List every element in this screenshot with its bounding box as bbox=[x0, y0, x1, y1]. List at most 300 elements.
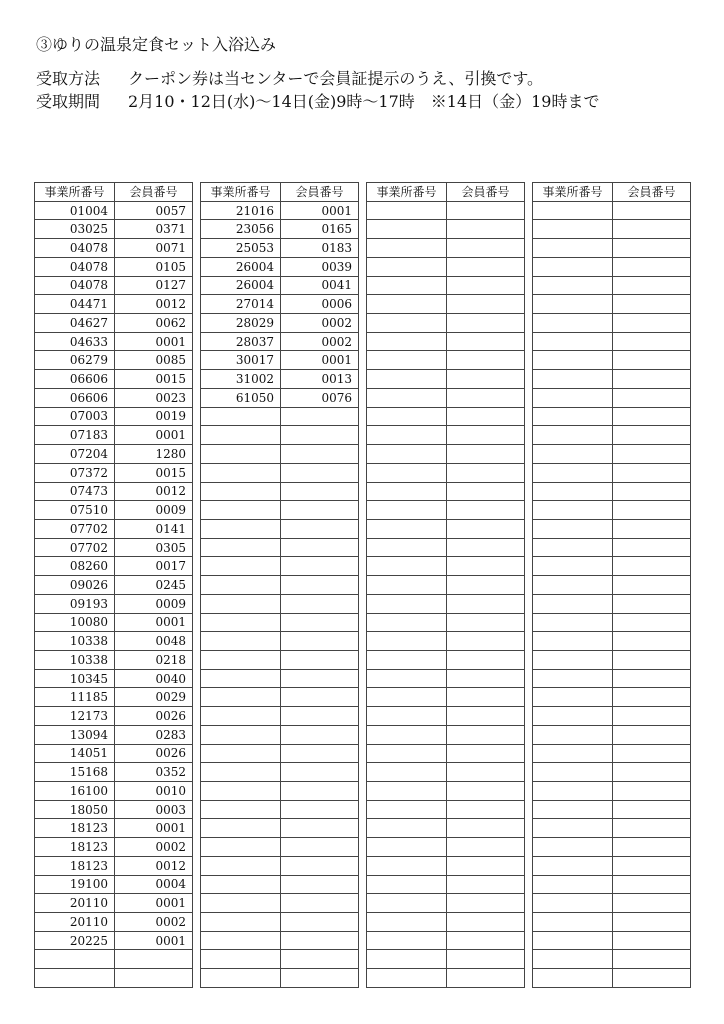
table-row bbox=[533, 688, 691, 707]
member-number-cell bbox=[613, 445, 691, 464]
member-number-cell bbox=[613, 707, 691, 726]
office-number-cell: 28029 bbox=[201, 314, 281, 333]
office-number-cell bbox=[533, 650, 613, 669]
table-row bbox=[367, 426, 525, 445]
table-row bbox=[367, 838, 525, 857]
member-number-cell bbox=[447, 931, 525, 950]
member-number-cell: 0004 bbox=[115, 875, 193, 894]
member-number-cell: 0015 bbox=[115, 370, 193, 389]
office-number-cell: 14051 bbox=[35, 744, 115, 763]
table-row bbox=[201, 538, 359, 557]
member-number-cell: 0002 bbox=[115, 838, 193, 857]
member-number-cell bbox=[613, 744, 691, 763]
table-row bbox=[533, 650, 691, 669]
member-number-cell: 0071 bbox=[115, 239, 193, 258]
member-number-cell bbox=[281, 482, 359, 501]
office-number-cell: 04471 bbox=[35, 295, 115, 314]
table-row bbox=[367, 707, 525, 726]
table-row bbox=[533, 931, 691, 950]
office-number-cell bbox=[533, 725, 613, 744]
member-number-cell bbox=[447, 519, 525, 538]
office-number-cell: 01004 bbox=[35, 201, 115, 220]
member-number-cell bbox=[281, 950, 359, 969]
office-number-cell bbox=[367, 426, 447, 445]
office-number-cell bbox=[367, 557, 447, 576]
office-number-cell: 06606 bbox=[35, 370, 115, 389]
table-row bbox=[533, 276, 691, 295]
office-number-cell bbox=[533, 314, 613, 333]
table-row bbox=[201, 351, 359, 370]
table-header-row bbox=[35, 183, 193, 202]
member-number-cell bbox=[447, 220, 525, 239]
office-number-cell: 18123 bbox=[35, 856, 115, 875]
member-number-cell bbox=[613, 351, 691, 370]
member-number-cell bbox=[281, 463, 359, 482]
member-number-cell bbox=[613, 894, 691, 913]
table-row bbox=[35, 314, 193, 333]
office-number-cell bbox=[201, 482, 281, 501]
office-number-cell bbox=[367, 744, 447, 763]
pickup-method bbox=[36, 68, 543, 90]
table-row bbox=[201, 800, 359, 819]
member-number-cell bbox=[447, 650, 525, 669]
member-number-cell bbox=[447, 782, 525, 801]
table-row bbox=[367, 482, 525, 501]
table-row bbox=[367, 632, 525, 651]
office-number-cell bbox=[201, 744, 281, 763]
office-number-cell bbox=[201, 931, 281, 950]
office-number-cell bbox=[367, 763, 447, 782]
office-number-cell bbox=[201, 763, 281, 782]
office-number-cell bbox=[533, 913, 613, 932]
table-row bbox=[533, 800, 691, 819]
office-number-cell bbox=[367, 969, 447, 988]
table-row bbox=[201, 669, 359, 688]
table-row bbox=[533, 257, 691, 276]
pickup-period bbox=[36, 91, 600, 113]
office-number-cell bbox=[367, 594, 447, 613]
member-number-cell: 0127 bbox=[115, 276, 193, 295]
office-number-cell: 07473 bbox=[35, 482, 115, 501]
table-row bbox=[367, 875, 525, 894]
member-number-cell bbox=[613, 800, 691, 819]
office-number-cell: 07372 bbox=[35, 463, 115, 482]
office-number-cell bbox=[35, 950, 115, 969]
member-number-cell bbox=[281, 969, 359, 988]
member-number-cell bbox=[447, 838, 525, 857]
member-number-cell bbox=[281, 669, 359, 688]
member-number-cell bbox=[281, 407, 359, 426]
table-row bbox=[533, 913, 691, 932]
office-number-cell bbox=[367, 332, 447, 351]
member-number-cell bbox=[281, 650, 359, 669]
member-number-cell: 0001 bbox=[115, 931, 193, 950]
member-number-cell bbox=[447, 744, 525, 763]
office-number-cell: 20110 bbox=[35, 894, 115, 913]
table-row bbox=[35, 201, 193, 220]
office-number-cell: 20225 bbox=[35, 931, 115, 950]
table-row bbox=[35, 370, 193, 389]
member-number-cell bbox=[613, 782, 691, 801]
table-row bbox=[35, 669, 193, 688]
member-table-3 bbox=[366, 182, 525, 988]
member-number-cell bbox=[613, 276, 691, 295]
table-row bbox=[201, 613, 359, 632]
table-row bbox=[201, 482, 359, 501]
header-member-number: 会員番号 bbox=[447, 183, 525, 202]
table-row bbox=[35, 220, 193, 239]
office-number-cell bbox=[201, 894, 281, 913]
member-table-4 bbox=[532, 182, 691, 988]
member-number-cell: 0183 bbox=[281, 239, 359, 258]
table-row bbox=[367, 969, 525, 988]
member-number-cell: 0041 bbox=[281, 276, 359, 295]
member-number-cell bbox=[447, 332, 525, 351]
table-row bbox=[201, 950, 359, 969]
member-number-cell bbox=[281, 744, 359, 763]
table-row bbox=[35, 744, 193, 763]
office-number-cell bbox=[201, 669, 281, 688]
member-number-cell: 0085 bbox=[115, 351, 193, 370]
office-number-cell: 10080 bbox=[35, 613, 115, 632]
member-number-cell bbox=[447, 913, 525, 932]
table-row bbox=[533, 370, 691, 389]
office-number-cell bbox=[533, 856, 613, 875]
office-number-cell: 04078 bbox=[35, 257, 115, 276]
office-number-cell bbox=[201, 856, 281, 875]
table-row bbox=[35, 576, 193, 595]
member-number-cell: 1280 bbox=[115, 445, 193, 464]
member-number-cell bbox=[447, 594, 525, 613]
office-number-cell bbox=[367, 632, 447, 651]
office-number-cell bbox=[367, 725, 447, 744]
member-number-cell: 0009 bbox=[115, 594, 193, 613]
member-number-cell bbox=[447, 669, 525, 688]
table-row bbox=[201, 856, 359, 875]
office-number-cell bbox=[201, 782, 281, 801]
member-number-cell bbox=[447, 445, 525, 464]
member-number-cell: 0012 bbox=[115, 482, 193, 501]
member-number-cell: 0040 bbox=[115, 669, 193, 688]
table-row bbox=[367, 931, 525, 950]
table-row bbox=[35, 950, 193, 969]
office-number-cell bbox=[367, 875, 447, 894]
member-number-cell bbox=[613, 538, 691, 557]
office-number-cell bbox=[533, 894, 613, 913]
table-row bbox=[201, 894, 359, 913]
member-number-cell bbox=[281, 688, 359, 707]
office-number-cell bbox=[201, 650, 281, 669]
table-row bbox=[35, 782, 193, 801]
office-number-cell bbox=[201, 838, 281, 857]
table-row bbox=[533, 407, 691, 426]
table-row bbox=[201, 725, 359, 744]
office-number-cell bbox=[201, 519, 281, 538]
table-row bbox=[201, 594, 359, 613]
member-number-cell: 0010 bbox=[115, 782, 193, 801]
member-number-cell bbox=[447, 950, 525, 969]
table-row bbox=[35, 519, 193, 538]
member-number-cell bbox=[281, 875, 359, 894]
table-row bbox=[367, 257, 525, 276]
member-number-cell bbox=[613, 838, 691, 857]
table-row bbox=[533, 763, 691, 782]
table-row bbox=[367, 538, 525, 557]
office-number-cell bbox=[533, 557, 613, 576]
office-number-cell: 04627 bbox=[35, 314, 115, 333]
member-number-cell bbox=[447, 538, 525, 557]
member-number-cell bbox=[447, 576, 525, 595]
table-row bbox=[367, 314, 525, 333]
member-number-cell: 0371 bbox=[115, 220, 193, 239]
table-row bbox=[35, 239, 193, 258]
office-number-cell bbox=[533, 744, 613, 763]
table-row bbox=[533, 669, 691, 688]
member-number-cell bbox=[447, 557, 525, 576]
office-number-cell: 23056 bbox=[201, 220, 281, 239]
member-number-cell bbox=[613, 519, 691, 538]
office-number-cell bbox=[367, 463, 447, 482]
office-number-cell bbox=[367, 669, 447, 688]
table-row bbox=[533, 220, 691, 239]
table-row bbox=[533, 632, 691, 651]
office-number-cell bbox=[533, 295, 613, 314]
office-number-cell: 11185 bbox=[35, 688, 115, 707]
member-number-cell: 0218 bbox=[115, 650, 193, 669]
office-number-cell bbox=[201, 445, 281, 464]
office-number-cell bbox=[533, 538, 613, 557]
table-row bbox=[35, 557, 193, 576]
table-row bbox=[35, 838, 193, 857]
office-number-cell: 09026 bbox=[35, 576, 115, 595]
office-number-cell bbox=[367, 314, 447, 333]
office-number-cell bbox=[533, 276, 613, 295]
member-number-cell bbox=[447, 407, 525, 426]
office-number-cell: 03025 bbox=[35, 220, 115, 239]
member-number-cell bbox=[281, 632, 359, 651]
table-row bbox=[367, 613, 525, 632]
office-number-cell bbox=[35, 969, 115, 988]
office-number-cell bbox=[367, 370, 447, 389]
member-number-cell: 0006 bbox=[281, 295, 359, 314]
table-row bbox=[367, 913, 525, 932]
member-number-cell bbox=[447, 688, 525, 707]
member-number-cell bbox=[613, 239, 691, 258]
member-number-cell bbox=[447, 819, 525, 838]
member-number-cell bbox=[281, 819, 359, 838]
table-row bbox=[35, 894, 193, 913]
office-number-cell: 07702 bbox=[35, 538, 115, 557]
office-number-cell: 06279 bbox=[35, 351, 115, 370]
member-number-cell bbox=[447, 388, 525, 407]
table-row bbox=[35, 931, 193, 950]
member-number-cell bbox=[281, 800, 359, 819]
table-row bbox=[201, 819, 359, 838]
office-number-cell bbox=[533, 501, 613, 520]
member-number-cell bbox=[447, 239, 525, 258]
office-number-cell bbox=[367, 519, 447, 538]
member-number-cell bbox=[447, 856, 525, 875]
office-number-cell bbox=[201, 950, 281, 969]
table-row bbox=[367, 856, 525, 875]
table-row bbox=[201, 426, 359, 445]
office-number-cell bbox=[533, 407, 613, 426]
header-office-number: 事業所番号 bbox=[533, 183, 613, 202]
member-number-cell bbox=[447, 875, 525, 894]
member-number-cell bbox=[281, 763, 359, 782]
table-row bbox=[201, 782, 359, 801]
table-row bbox=[35, 875, 193, 894]
table-row bbox=[367, 576, 525, 595]
office-number-cell bbox=[533, 838, 613, 857]
member-number-cell bbox=[613, 370, 691, 389]
member-number-cell bbox=[613, 257, 691, 276]
table-row bbox=[35, 388, 193, 407]
member-number-cell bbox=[281, 894, 359, 913]
table-row bbox=[35, 613, 193, 632]
office-number-cell: 08260 bbox=[35, 557, 115, 576]
table-row bbox=[367, 594, 525, 613]
office-number-cell: 20110 bbox=[35, 913, 115, 932]
member-number-cell bbox=[447, 257, 525, 276]
table-row bbox=[201, 875, 359, 894]
table-row bbox=[533, 875, 691, 894]
table-row bbox=[201, 650, 359, 669]
member-number-cell: 0001 bbox=[115, 894, 193, 913]
office-number-cell bbox=[367, 257, 447, 276]
table-row bbox=[35, 257, 193, 276]
member-number-cell bbox=[115, 950, 193, 969]
table-row bbox=[533, 201, 691, 220]
member-number-cell bbox=[281, 613, 359, 632]
office-number-cell: 07702 bbox=[35, 519, 115, 538]
member-number-cell bbox=[281, 445, 359, 464]
office-number-cell bbox=[367, 782, 447, 801]
table-row bbox=[35, 407, 193, 426]
member-number-cell bbox=[281, 426, 359, 445]
member-number-cell bbox=[613, 875, 691, 894]
office-number-cell: 28037 bbox=[201, 332, 281, 351]
table-row bbox=[367, 669, 525, 688]
member-number-cell bbox=[613, 913, 691, 932]
table-row bbox=[533, 707, 691, 726]
office-number-cell: 07183 bbox=[35, 426, 115, 445]
office-number-cell bbox=[201, 538, 281, 557]
member-number-cell bbox=[281, 838, 359, 857]
office-number-cell bbox=[533, 370, 613, 389]
office-number-cell bbox=[533, 819, 613, 838]
office-number-cell bbox=[367, 276, 447, 295]
header-member-number: 会員番号 bbox=[613, 183, 691, 202]
office-number-cell: 25053 bbox=[201, 239, 281, 258]
office-number-cell bbox=[533, 707, 613, 726]
office-number-cell: 13094 bbox=[35, 725, 115, 744]
table-row bbox=[533, 501, 691, 520]
office-number-cell bbox=[533, 875, 613, 894]
office-number-cell bbox=[367, 576, 447, 595]
office-number-cell bbox=[367, 950, 447, 969]
member-number-cell bbox=[447, 613, 525, 632]
office-number-cell bbox=[533, 763, 613, 782]
member-number-cell: 0001 bbox=[281, 351, 359, 370]
table-row bbox=[367, 201, 525, 220]
office-number-cell bbox=[201, 725, 281, 744]
header-office-number: 事業所番号 bbox=[367, 183, 447, 202]
table-row bbox=[35, 856, 193, 875]
member-number-cell: 0001 bbox=[115, 613, 193, 632]
office-number-cell bbox=[367, 220, 447, 239]
office-number-cell: 16100 bbox=[35, 782, 115, 801]
table-row bbox=[367, 351, 525, 370]
member-number-cell bbox=[281, 576, 359, 595]
member-number-cell bbox=[281, 501, 359, 520]
table-row bbox=[35, 351, 193, 370]
table-row bbox=[367, 725, 525, 744]
office-number-cell bbox=[533, 426, 613, 445]
member-number-cell: 0026 bbox=[115, 707, 193, 726]
office-number-cell bbox=[367, 295, 447, 314]
header-member-number: 会員番号 bbox=[281, 183, 359, 202]
office-number-cell bbox=[533, 594, 613, 613]
office-number-cell bbox=[533, 519, 613, 538]
member-number-cell: 0002 bbox=[281, 332, 359, 351]
member-number-cell bbox=[613, 650, 691, 669]
member-number-cell bbox=[281, 557, 359, 576]
member-number-cell bbox=[281, 594, 359, 613]
member-number-cell bbox=[613, 407, 691, 426]
member-number-cell: 0023 bbox=[115, 388, 193, 407]
office-number-cell bbox=[367, 407, 447, 426]
office-number-cell bbox=[201, 594, 281, 613]
member-number-cell: 0039 bbox=[281, 257, 359, 276]
office-number-cell bbox=[533, 463, 613, 482]
member-number-cell: 0062 bbox=[115, 314, 193, 333]
office-number-cell bbox=[533, 632, 613, 651]
office-number-cell: 10338 bbox=[35, 632, 115, 651]
member-number-cell bbox=[447, 725, 525, 744]
member-table-1 bbox=[34, 182, 193, 988]
office-number-cell bbox=[367, 894, 447, 913]
table-row bbox=[201, 707, 359, 726]
table-row bbox=[201, 314, 359, 333]
office-number-cell bbox=[201, 557, 281, 576]
office-number-cell bbox=[367, 913, 447, 932]
member-number-cell bbox=[281, 519, 359, 538]
office-number-cell: 04633 bbox=[35, 332, 115, 351]
office-number-cell bbox=[533, 782, 613, 801]
table-row bbox=[35, 725, 193, 744]
office-number-cell bbox=[201, 613, 281, 632]
table-row bbox=[201, 201, 359, 220]
member-number-cell: 0029 bbox=[115, 688, 193, 707]
table-row bbox=[367, 370, 525, 389]
member-number-cell bbox=[447, 632, 525, 651]
table-row bbox=[533, 538, 691, 557]
member-number-cell: 0001 bbox=[281, 201, 359, 220]
office-number-cell bbox=[367, 931, 447, 950]
member-number-cell bbox=[613, 314, 691, 333]
office-number-cell bbox=[533, 950, 613, 969]
table-row bbox=[367, 763, 525, 782]
table-row bbox=[201, 388, 359, 407]
table-row bbox=[533, 388, 691, 407]
member-number-cell: 0019 bbox=[115, 407, 193, 426]
table-header-row bbox=[201, 183, 359, 202]
table-row bbox=[533, 894, 691, 913]
member-number-cell bbox=[447, 969, 525, 988]
office-number-cell bbox=[533, 351, 613, 370]
table-row bbox=[35, 969, 193, 988]
